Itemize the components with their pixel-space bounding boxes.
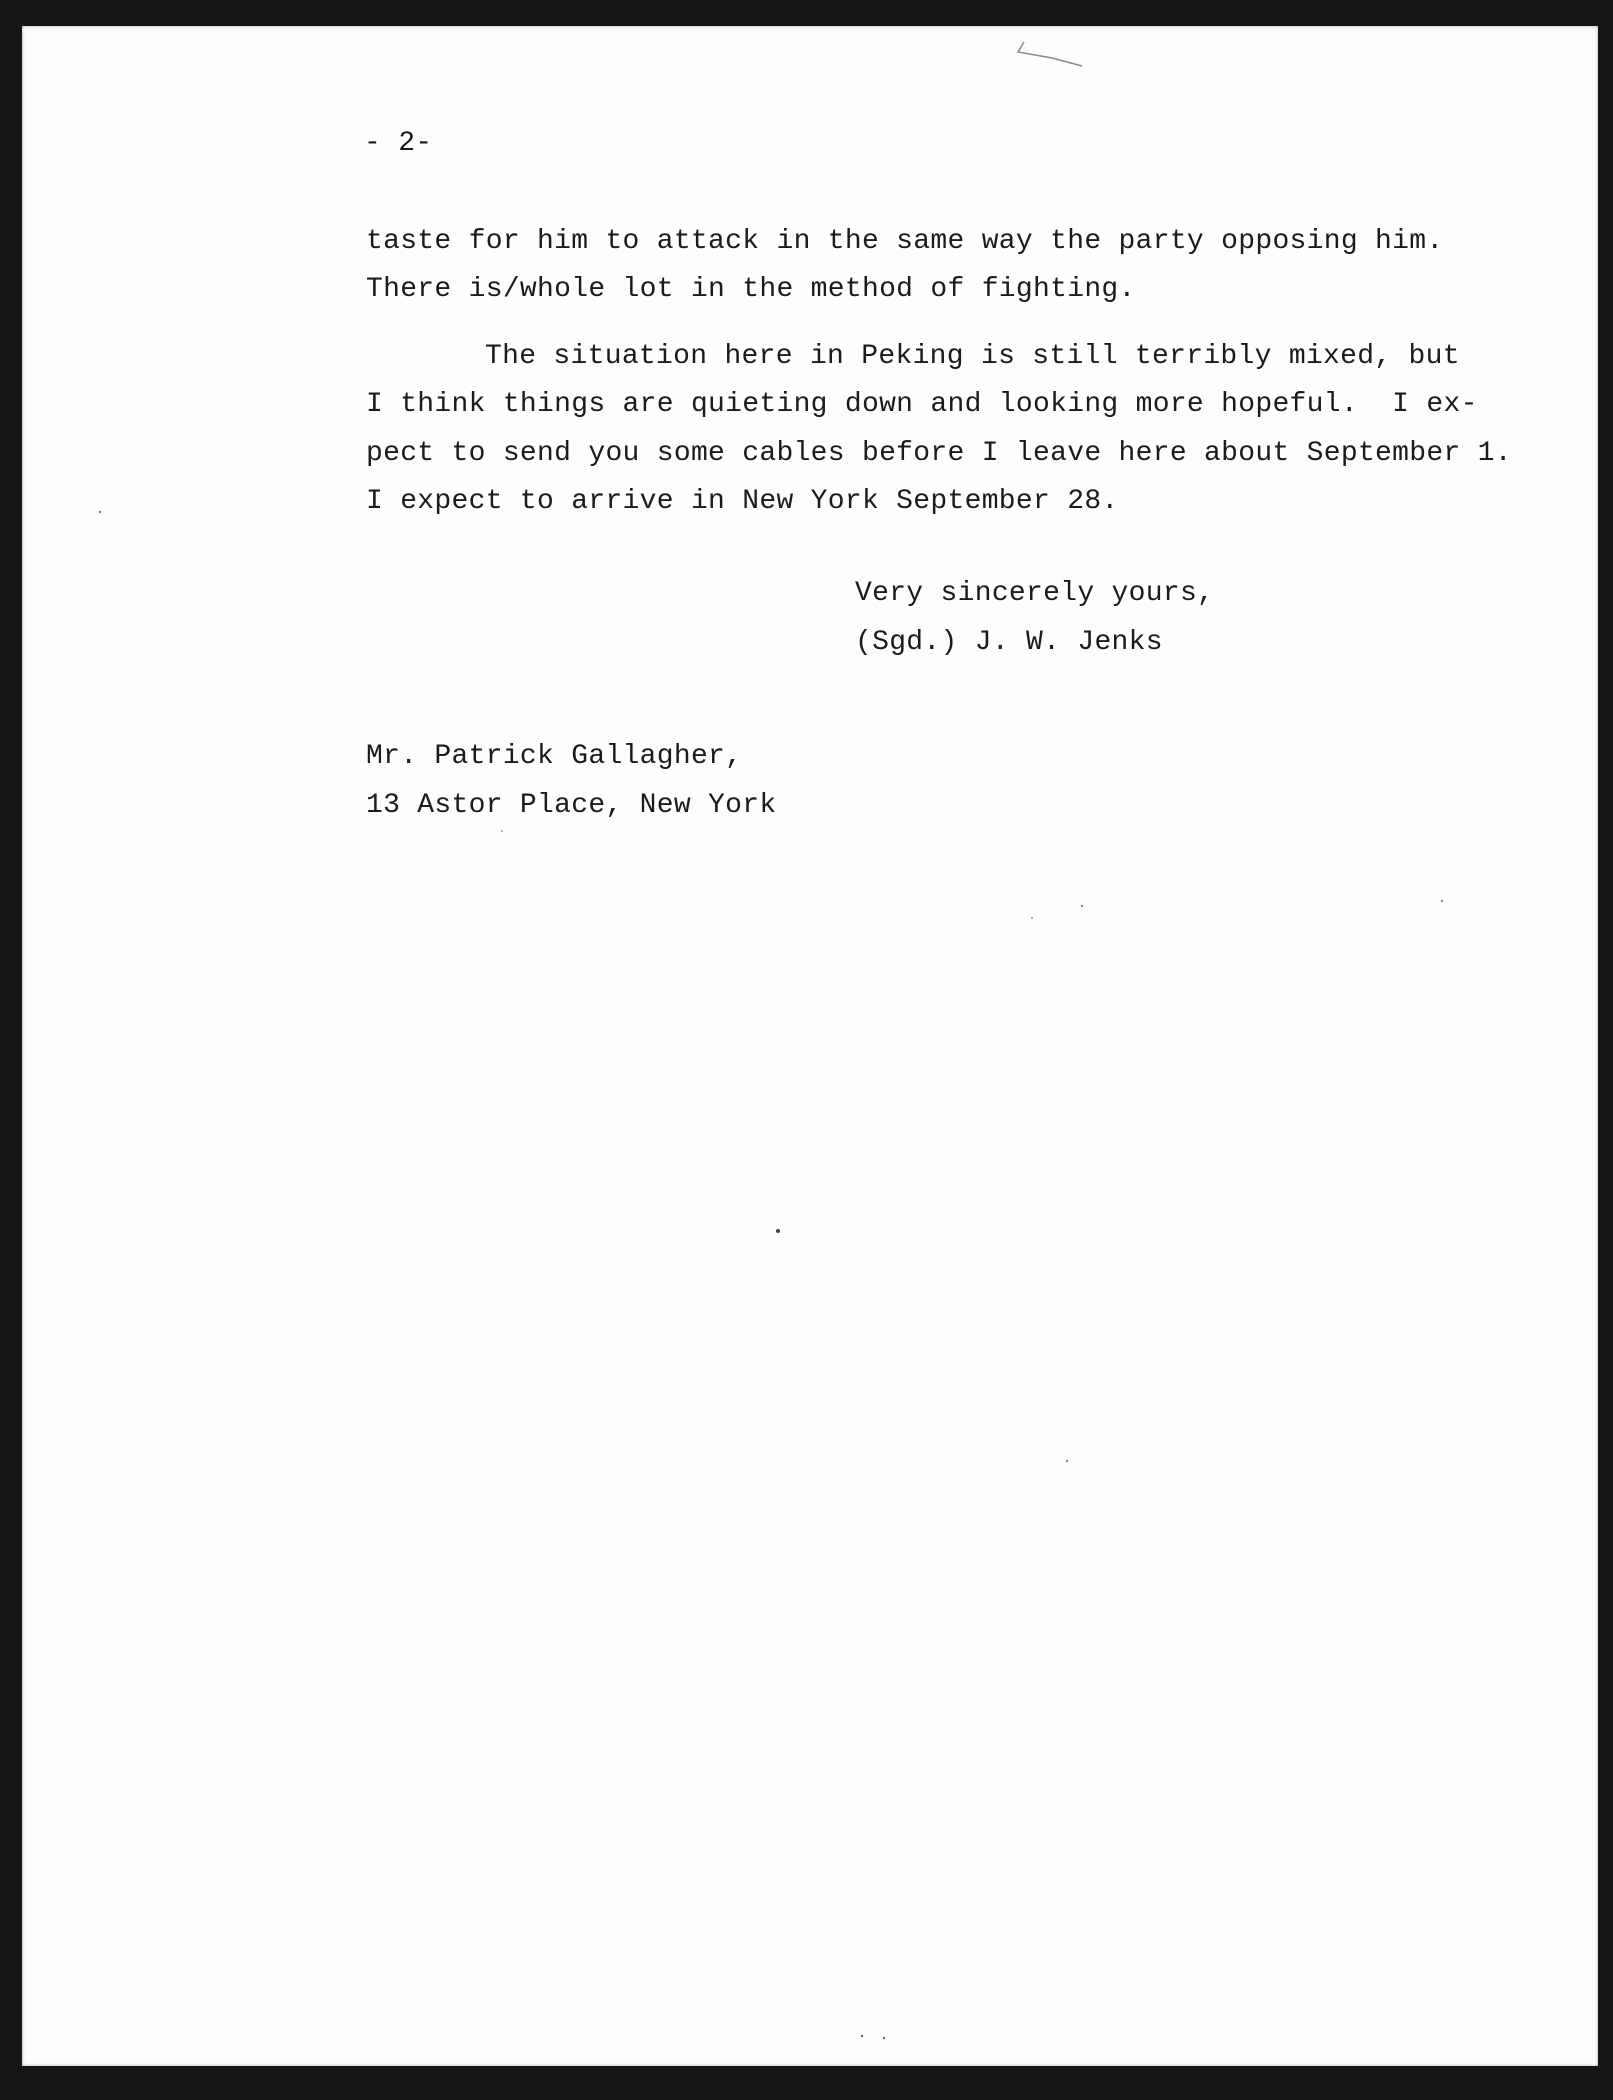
signature: (Sgd.) J. W. Jenks [855,627,1163,658]
recipient-address: 13 Astor Place, New York [366,790,777,821]
body-line-3: The situation here in Peking is still terribly mixed, but [485,341,1460,372]
speck-marks [22,26,1598,2066]
body-line-5: pect to send you some cables before I leave here about September 1. [366,438,1512,469]
body-line-2: There is/whole lot in the method of fighting. [366,274,1136,305]
body-line-1: taste for him to attack in the same way the party opposing him. [366,226,1444,257]
body-line-4: I think things are quieting down and looking more hopeful. I ex- [366,389,1478,420]
body-line-6: I expect to arrive in New York September 28. [366,486,1119,517]
letter-page [22,26,1598,2066]
closing: Very sincerely yours, [855,578,1215,609]
page-number: - 2- [364,128,433,159]
recipient-name: Mr. Patrick Gallagher, [366,741,743,772]
